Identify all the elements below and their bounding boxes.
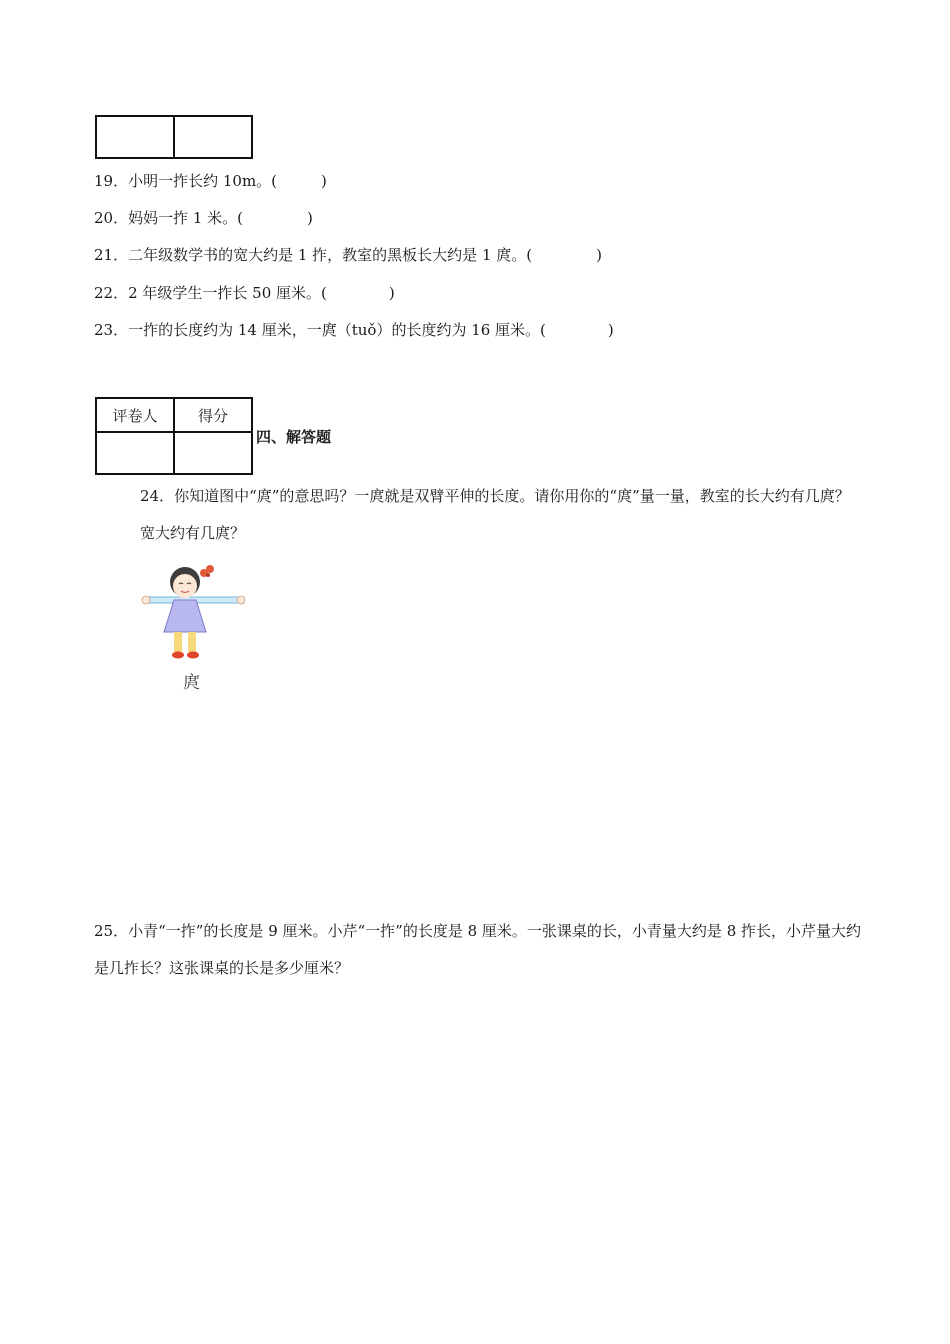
grader-cell	[96, 116, 174, 158]
question-number: 19．	[94, 172, 129, 190]
question-24: 24．你知道图中“庹”的意思吗？一庹就是双臂平伸的长度。请你用你的“庹”量一量，教室的长大约有几庹？宽大约有几庹？	[140, 487, 850, 542]
question-20: 20．妈妈一拃 1 米。( )	[94, 209, 313, 227]
score-header: 得分	[174, 398, 252, 432]
question-number: 23．	[94, 321, 129, 339]
question-19: 19．小明一拃长约 10m。( )	[94, 172, 327, 190]
question-number: 21．	[94, 246, 129, 264]
grader-cell	[96, 432, 174, 474]
grading-table-top	[95, 115, 253, 159]
question-text: 小明一拃长约 10m。(	[128, 172, 278, 190]
question-number: 20．	[94, 209, 129, 227]
question-25: 25．小青“一拃”的长度是 9 厘米。小芹“一拃”的长度是 8 厘米。一张课桌的长，小青量大约是 8 拃长，小芹量大约是几拃长？这张课桌的长是多少厘米？	[94, 922, 862, 977]
grading-table-section4	[95, 397, 253, 475]
question-text: 一拃的长度约为 14 厘米，一庹（tuǒ）的长度约为 16 厘米。(	[128, 321, 546, 339]
section-title: 四、解答题	[256, 428, 332, 446]
question-21: 21．二年级数学书的宽大约是 1 拃，教室的黑板长大约是 1 庹。( )	[94, 246, 602, 264]
question-text: 二年级数学书的宽大约是 1 拃，教室的黑板长大约是 1 庹。(	[128, 246, 533, 264]
grader-header: 评卷人	[96, 398, 174, 432]
figure-caption: 庹	[183, 673, 200, 693]
score-cell	[174, 432, 252, 474]
question-22: 22．2 年级学生一拃长 50 厘米。( )	[94, 284, 395, 302]
question-number: 22．	[94, 284, 129, 302]
question-23: 23．一拃的长度约为 14 厘米，一庹（tuǒ）的长度约为 16 厘米。( )	[94, 321, 614, 339]
score-cell	[174, 116, 252, 158]
question-text: 妈妈一拃 1 米。(	[128, 209, 244, 227]
question-text: 2 年级学生一拃长 50 厘米。(	[128, 284, 327, 302]
